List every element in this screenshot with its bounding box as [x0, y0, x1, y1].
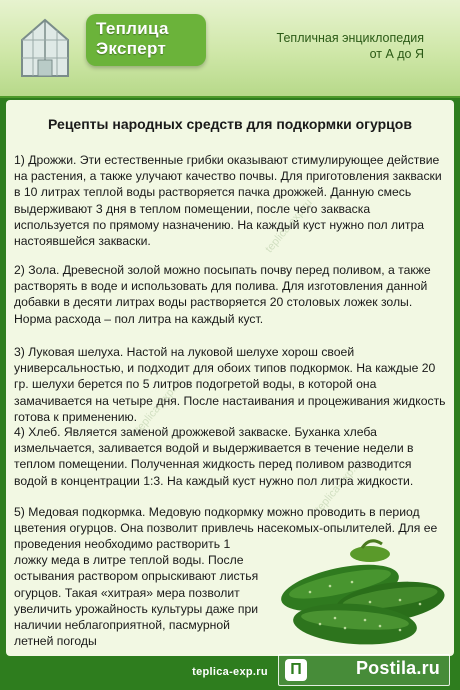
- brand-name-line1: Теплица: [96, 19, 169, 38]
- header-banner: [0, 0, 460, 98]
- brand-name-line2: Эксперт: [96, 39, 167, 58]
- article-panel: [6, 100, 454, 656]
- postila-logo-icon: П: [285, 659, 307, 681]
- greenhouse-icon: [16, 14, 74, 80]
- tagline-line2: от А до Я: [369, 47, 424, 61]
- footer-site-url[interactable]: teplica-exp.ru: [192, 666, 268, 678]
- paragraph-honey-intro: 5) Медовая подкормка. Медовую подкормку можно проводить в период цветения огурцов. Она позволит привлечь насекомых-опылителей. Для ее: [14, 505, 438, 536]
- logo: [8, 6, 188, 90]
- tagline-line1: Тепличная энциклопедия: [276, 31, 424, 45]
- paragraph-onion-peel: 3) Луковая шелуха. Настой на луковой шелухе хорош своей универсальностью, и подходит для обоих типов подкормок. На каждые 20 гр. шелухи берется по 5 литров подогретой воды, в которой она замачивается на четыре дня. После настаивания и процеживания жидкость готова к применению.: [14, 345, 446, 424]
- brand-plate: [86, 14, 206, 66]
- watermark: teplica-exp.ru: [133, 376, 185, 436]
- paragraph-bread: 4) Хлеб. Является заменой дрожжевой закваске. Буханка хлеба измельчается, заливается водой и выдерживается в течение недели в теплом помещении. Полученная жидкость перед поливом разводится водой в концентрации 1:3. На каждый куст нужно пол литра жидкости.: [14, 425, 414, 488]
- paragraph-ash: 2) Зола. Древесной золой можно посыпать почву перед поливом, а также растворять в воде и использовать для полива. Для изготовления данной добавки в десяти литрах воды растворяется 20 столовых ложек золы. Норма расхода – пол литра на каждый куст.: [14, 263, 431, 326]
- watermark: teplica-exp.ru: [263, 196, 315, 256]
- cucumbers-image: [270, 532, 450, 652]
- paragraph-honey-body: проведения необходимо растворить 1 ложку меда в литре теплой воды. После остывания раствором опрыскивают листья огурцов. Такая «хитрая» мера позволит увеличить урожайность культуры даже при наличии неблагоприятной, пасмурной летней погоды: [14, 537, 259, 649]
- watermark: teplica-exp.ru: [313, 456, 365, 516]
- article-title: Рецепты народных средств для подкормки огурцов: [48, 116, 412, 132]
- encyclopedia-tagline: [277, 30, 424, 62]
- postila-badge-text: Postila.ru: [355, 658, 440, 678]
- paragraph-yeast: 1) Дрожжи. Эти естественные грибки оказывают стимулирующее действие на растения, а также улучают качество почвы. Для приготовления закваски в 10 литрах теплой воды растворяется пачка дрожжей. Данную смесь выдерживают 3 дня в теплом помещении, после чего закваска используется по прямому назначению. На каждый куст нужно пол литра настоявшейся закваски.: [14, 153, 442, 249]
